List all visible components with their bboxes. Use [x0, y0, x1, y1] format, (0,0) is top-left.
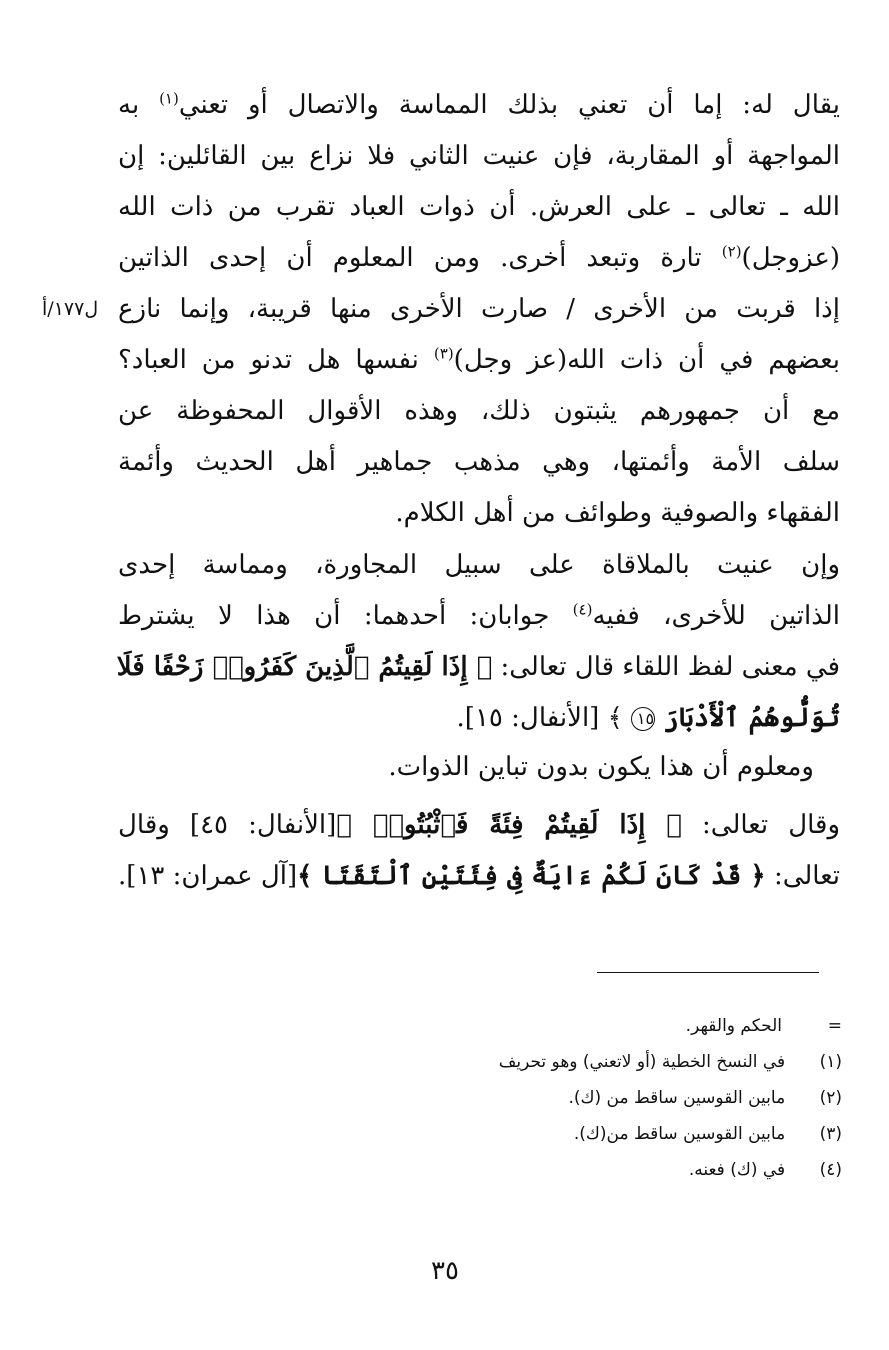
text-segment: (عزوجل) — [741, 243, 841, 273]
footnote-ref-3[interactable]: (٣) — [433, 344, 454, 363]
text-segment: وقال تعالى: — [702, 810, 840, 840]
footnote-4 — [440, 1152, 842, 1188]
text-line-2: المواجهة أو المقاربة، فإن عنيت الثاني فلا نزاع بين القائلين: إن — [118, 141, 840, 171]
third-paragraph — [118, 742, 840, 793]
footnote-text: في (ك) فعنه. — [688, 1160, 786, 1180]
verse-reference: [آل عمران: ١٣]. — [118, 861, 298, 891]
footnote-text: مابين القوسين ساقط من(ك). — [573, 1124, 786, 1144]
footnote-number: (٢) — [819, 1088, 842, 1108]
footnote-ref-1[interactable]: (١) — [159, 89, 179, 108]
text-line-13 — [118, 693, 840, 744]
quran-verse: ﴿ إِذَا لَقِيتُمُ ٱلَّذِينَ كَفَرُوا۟ زَحْفًا فَلَا — [116, 652, 493, 682]
footnote-number: (١) — [819, 1052, 842, 1072]
footnote-2 — [440, 1080, 842, 1116]
footnote-ref-2[interactable]: (٢) — [721, 242, 742, 261]
quran-verse: ﴿ قَدْ كَانَ لَكُمْ ءَايَةٌ فِى فِئَتَيْنِ ٱلْتَقَتَا ﴾ — [297, 861, 766, 891]
text-line-15 — [118, 800, 840, 851]
text-segment: يقال له: إما أن تعني بذلك المماسة والاتصال أو تعني — [178, 90, 840, 120]
second-paragraph — [118, 540, 840, 744]
text-segment: جوابان: أحدهما: أن هذا لا يشترط — [118, 601, 550, 631]
footnote-3 — [440, 1116, 842, 1152]
text-line-8: سلف الأمة وأئمتها، وهي مذهب جماهير أهل الحديث وأئمة — [118, 447, 840, 477]
manuscript-folio-note: ل١٧٧/أ — [42, 298, 99, 320]
text-line-7: مع أن جمهورهم يثبتون ذلك، وهذه الأقوال المحفوظة عن — [118, 396, 840, 426]
verse-reference: ﴾ [الأنفال: ١٥]. — [456, 703, 623, 733]
text-line-6 — [118, 335, 840, 386]
text-segment: به — [118, 90, 140, 120]
text-line-14: ومعلوم أن هذا يكون بدون تباين الذوات. — [388, 752, 814, 782]
text-line-11 — [118, 591, 840, 642]
footnote-continuation — [440, 1008, 842, 1044]
text-line-5: إذا قربت من الأخرى / صارت الأخرى منها قريبة، وإنما نازع — [118, 294, 840, 324]
text-line-3: الله ـ تعالى ـ على العرش. أن ذوات العباد تقرب من ذات الله — [118, 192, 840, 222]
verse-reference: [الأنفال: ٤٥] وقال — [118, 810, 337, 840]
text-segment: تارة وتبعد أخرى. ومن المعلوم أن إحدى الذاتين — [118, 243, 702, 273]
text-segment: الذاتين للأخرى، ففيه — [592, 601, 841, 631]
text-line-12 — [118, 642, 840, 693]
footnote-text: في النسخ الخطية (أو لاتعني) وهو تحريف — [498, 1052, 786, 1072]
footnote-ref-4[interactable]: (٤) — [572, 600, 593, 619]
footnote-separator — [597, 972, 819, 973]
text-line-16 — [118, 851, 840, 902]
page-number: ٣٥ — [431, 1256, 459, 1286]
text-segment: بعضهم في أن ذات الله(عز وجل) — [453, 345, 841, 375]
text-segment: تعالى: — [773, 861, 840, 891]
footnote-number: (٣) — [819, 1124, 842, 1144]
footnote-text: مابين القوسين ساقط من (ك). — [568, 1088, 786, 1108]
quran-verse: تُوَلُّوهُمُ ٱلْأَدْبَارَ — [663, 703, 840, 733]
footnote-text: الحكم والقهر. — [685, 1016, 782, 1036]
footnotes — [440, 1008, 842, 1188]
main-paragraph — [118, 80, 840, 539]
text-segment: في معنى لفظ اللقاء قال تعالى: — [500, 652, 840, 682]
text-line-10: وإن عنيت بالملاقاة على سبيل المجاورة، ومماسة إحدى — [118, 550, 840, 580]
text-line-4 — [118, 233, 840, 284]
ayah-number-marker: ١٥ — [631, 707, 655, 731]
quran-verse: ﴿ إِذَا لَقِيتُمْ فِئَةً فَٱثْبُتُوا۟ ﴾ — [336, 810, 682, 840]
footnote-1 — [440, 1044, 842, 1080]
footnote-number: = — [827, 1016, 842, 1036]
text-segment: نفسها هل تدنو من العباد؟ — [118, 345, 419, 375]
text-line-9: الفقهاء والصوفية وطوائف من أهل الكلام. — [395, 498, 840, 528]
footnote-number: (٤) — [819, 1160, 842, 1180]
text-line-1 — [118, 80, 840, 131]
fourth-paragraph — [118, 800, 840, 902]
